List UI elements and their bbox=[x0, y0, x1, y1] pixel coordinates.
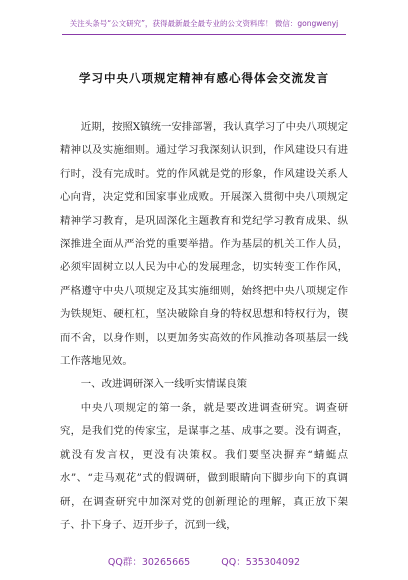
paragraph-section-1: 中央八项规定的第一条，就是要改进调查研究。调查研究，是我们党的传家宝，是谋事之基、成事之要。没有调查，就没有发言权，更没有决策权。我们要坚决摒弃“蜻蜓点水”、“走马观花”式的假调研，做到眼睛向下脚步向下的真调研，在调查研究中加深对党的创新理论的理解，真正放下架子、扑下身子、迈开步子，沉到一线， bbox=[60, 401, 348, 531]
paragraph-intro: 近期，按照X镇统一安排部署，我认真学习了中央八项规定精神以及实施细则。通过学习我深刻认识到，作风建设只有进行时，没有完成时。党的作风就是党的形象，作风建设关系人心向背，决定党和国家事业成败。开展深入贯彻中央八项规定精神学习教育，是巩固深化主题教育和党纪学习教育成果、纵深推进全面从严治党的重要举措。作为基层的机关工作人员，必须牢固树立以人民为中心的发展理念，切实转变工作作风，严格遵守中央八项规定及其实施细则，始终把中央八项规定作为铁规矩、硬杠杠，坚决破除自身的特权思想和特权行为，锲而不舍，以身作则，以更加务实高效的作风推动各项基层一线工作落地见效。 bbox=[60, 121, 348, 368]
header-divider bbox=[62, 34, 346, 35]
page-footer bbox=[0, 554, 408, 568]
document-body bbox=[60, 116, 348, 537]
section-heading-1: 一、改进调研深入一线听实情谋良策 bbox=[80, 378, 248, 391]
footer-qq-contact: QQ：535304092 bbox=[221, 557, 301, 568]
document-title: 学习中央八项规定精神有感心得体会交流发言 bbox=[79, 71, 329, 85]
page-header-banner: 关注头条号“公文研究”，获得最新最全最专业的公文资料库！ 微信：gongwenyj bbox=[69, 19, 339, 28]
footer-qq-group: QQ群：30265665 bbox=[107, 557, 191, 568]
